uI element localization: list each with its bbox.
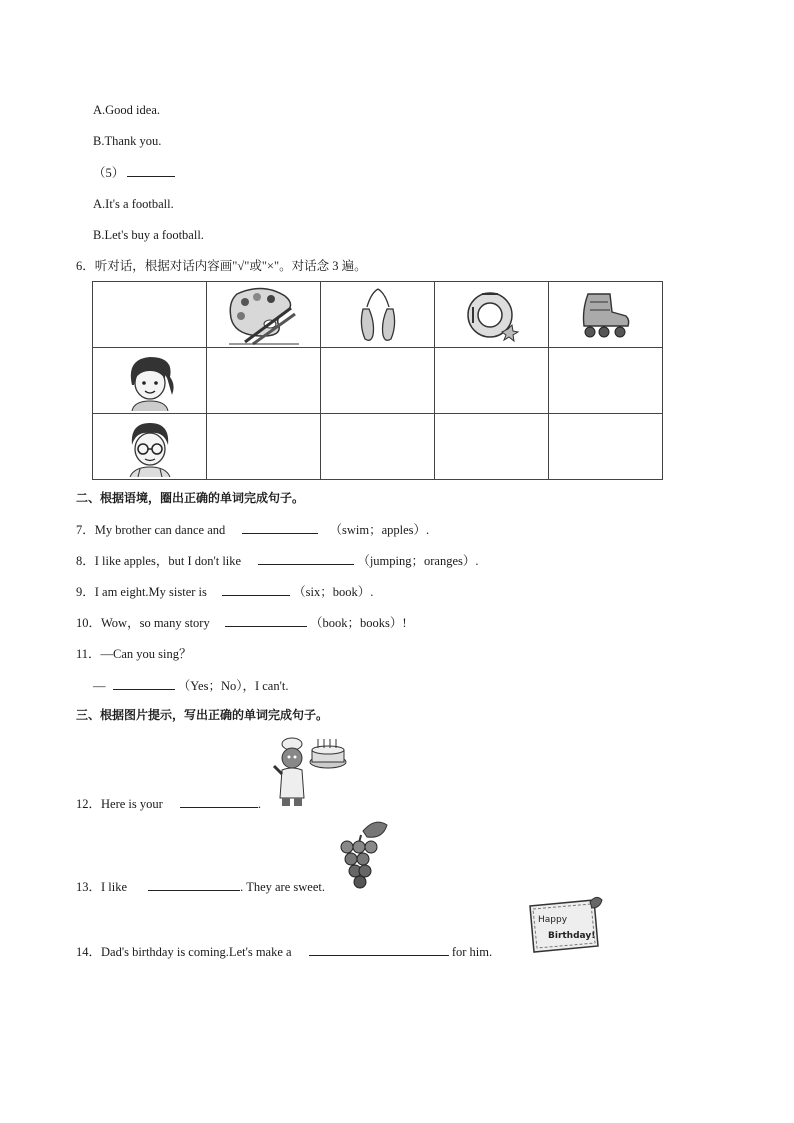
girl-avatar-icon: [120, 351, 180, 411]
section3-title: 三、根据图片提示，写出正确的单词完成句子。: [76, 708, 329, 722]
table-row-girl: [93, 348, 663, 414]
grapes-icon: [335, 817, 391, 889]
girl-portrait-cell: [93, 348, 207, 414]
q11-answer-blank[interactable]: [113, 677, 175, 690]
q5-option-a: A.It's a football.: [93, 197, 174, 211]
q9-text: 9．I am eight.My sister is: [76, 585, 207, 599]
empty-corner-cell: [93, 282, 207, 348]
q5-option-b: B.Let's buy a football.: [93, 228, 204, 242]
q11-question: 11．—Can you sing？: [76, 647, 192, 661]
q9-answer-blank[interactable]: [222, 583, 290, 596]
answer-cell[interactable]: [207, 348, 321, 414]
q6-instruction: 6．听对话，根据对话内容画"√"或"×"。对话念 3 遍。: [76, 259, 367, 273]
paint-palette-cell: [207, 282, 321, 348]
answer-cell[interactable]: [435, 414, 549, 480]
ballet-shoes-cell: [321, 282, 435, 348]
q7-text: 7．My brother can dance and: [76, 523, 226, 537]
q5-line: [93, 164, 175, 181]
q8-line: [76, 552, 479, 569]
q14-text: 14．Dad's birthday is coming.Let's make a: [76, 945, 292, 959]
q10-answer-blank[interactable]: [225, 614, 307, 627]
birthday-card-icon: [528, 896, 604, 954]
swim-ring-icon: [462, 285, 522, 345]
boy-portrait-cell: [93, 414, 207, 480]
answer-cell[interactable]: [549, 348, 663, 414]
q13-line: [76, 878, 325, 895]
answer-cell[interactable]: [207, 414, 321, 480]
q14-answer-blank[interactable]: [309, 943, 449, 956]
boy-avatar-icon: [120, 417, 180, 477]
q8-options: （jumping；oranges）.: [357, 554, 479, 568]
q11-dash: —: [93, 679, 106, 693]
roller-skates-icon: [576, 290, 636, 340]
q5-answer-blank[interactable]: [127, 164, 175, 177]
q11-options: （Yes；No），I can't.: [177, 679, 289, 693]
answer-cell[interactable]: [321, 348, 435, 414]
q9-options: （six；book）.: [293, 585, 374, 599]
q8-answer-blank[interactable]: [258, 552, 354, 565]
chef-cake-icon: [270, 736, 348, 808]
q11-answer-line: [93, 677, 288, 694]
q7-answer-blank[interactable]: [242, 521, 318, 534]
q10-text: 10．Wow，so many story: [76, 616, 210, 630]
q14-line: [76, 943, 492, 960]
q13-text: 13．I like: [76, 880, 128, 894]
card-text-happy: Happy: [538, 915, 568, 925]
q12-end: .: [257, 797, 262, 811]
answer-cell[interactable]: [549, 414, 663, 480]
q12-answer-blank[interactable]: [180, 795, 258, 808]
q10-options: （book；books）!: [309, 616, 407, 630]
q13-answer-blank[interactable]: [148, 878, 240, 891]
answer-cell[interactable]: [435, 348, 549, 414]
q14-end: for him.: [451, 945, 493, 959]
roller-skates-cell: [549, 282, 663, 348]
q7-line: [76, 521, 429, 538]
q13-end: . They are sweet.: [240, 880, 325, 894]
swim-ring-cell: [435, 282, 549, 348]
q12-text: 12．Here is your: [76, 797, 163, 811]
section2-title: 二、根据语境，圈出正确的单词完成句子。: [76, 491, 305, 505]
q5-number: （5）: [93, 166, 125, 180]
q10-line: [76, 614, 407, 631]
q4-option-a: A.Good idea.: [93, 103, 160, 117]
paint-palette-icon: [223, 284, 305, 346]
q4-option-b: B.Thank you.: [93, 134, 162, 148]
answer-cell[interactable]: [321, 414, 435, 480]
q7-options: （swim；apples）.: [329, 523, 430, 537]
table-row-boy: [93, 414, 663, 480]
q9-line: [76, 583, 373, 600]
card-text-birthday: Birthday!: [548, 931, 596, 941]
ballet-shoes-icon: [353, 285, 403, 345]
q12-line: [76, 795, 261, 812]
q8-text: 8．I like apples，but I don't like: [76, 554, 242, 568]
table-header-row: [93, 282, 663, 348]
q6-answer-table: [92, 281, 663, 480]
